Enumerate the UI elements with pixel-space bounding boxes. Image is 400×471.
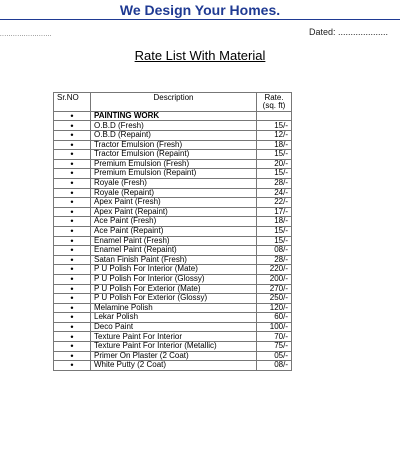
- row-rate: 20/-: [257, 159, 292, 169]
- table-row: [54, 121, 292, 131]
- row-description: P U Polish For Interior (Glossy): [91, 274, 257, 284]
- row-description: Premium Emulsion (Fresh): [91, 159, 257, 169]
- section-label: PAINTING WORK: [91, 111, 257, 121]
- header-rate: [257, 93, 292, 112]
- table-row: [54, 226, 292, 236]
- row-description: Melamine Polish: [91, 303, 257, 313]
- table-row: [54, 265, 292, 275]
- bullet: •: [54, 236, 91, 246]
- row-description: O.B.D (Fresh): [91, 121, 257, 131]
- bullet: •: [54, 265, 91, 275]
- table-row: [54, 342, 292, 352]
- table-row: [54, 313, 292, 323]
- row-description: P U Polish For Exterior (Glossy): [91, 294, 257, 304]
- document-title: Rate List With Material: [134, 48, 266, 63]
- bullet: •: [54, 131, 91, 141]
- row-description: Satan Finish Paint (Fresh): [91, 255, 257, 265]
- table-row: [54, 169, 292, 179]
- row-rate: 15/-: [257, 150, 292, 160]
- table-row: [54, 246, 292, 256]
- bullet: •: [54, 188, 91, 198]
- bullet: •: [54, 274, 91, 284]
- row-description: Texture Paint For Interior: [91, 332, 257, 342]
- table-row: [54, 322, 292, 332]
- table-row: [54, 236, 292, 246]
- table-row: [54, 159, 292, 169]
- row-rate: 22/-: [257, 198, 292, 208]
- bullet: •: [54, 332, 91, 342]
- row-description: O.B.D (Repaint): [91, 131, 257, 141]
- header-rate-line2: (sq. ft): [262, 101, 286, 111]
- row-rate: 18/-: [257, 140, 292, 150]
- table-row: [54, 188, 292, 198]
- row-rate: 28/-: [257, 255, 292, 265]
- table-row: [54, 332, 292, 342]
- table-row: [54, 351, 292, 361]
- bullet: •: [54, 150, 91, 160]
- row-description: Texture Paint For Interior (Metallic): [91, 342, 257, 352]
- section-row: [54, 111, 292, 121]
- row-description: Tractor Emulsion (Fresh): [91, 140, 257, 150]
- row-description: Lekar Polish: [91, 313, 257, 323]
- row-description: P U Polish For Exterior (Mate): [91, 284, 257, 294]
- row-rate: 08/-: [257, 246, 292, 256]
- bullet: •: [54, 342, 91, 352]
- bullet: •: [54, 322, 91, 332]
- bullet: •: [54, 246, 91, 256]
- row-rate: 24/-: [257, 188, 292, 198]
- row-description: Apex Paint (Repaint): [91, 207, 257, 217]
- empty-rate-cell: [257, 111, 292, 121]
- row-rate: 200/-: [257, 274, 292, 284]
- table-row: [54, 217, 292, 227]
- row-rate: 70/-: [257, 332, 292, 342]
- row-rate: 12/-: [257, 131, 292, 141]
- row-rate: 60/-: [257, 313, 292, 323]
- row-rate: 15/-: [257, 236, 292, 246]
- dotted-line-left: ........................: [0, 32, 53, 38]
- row-rate: 100/-: [257, 322, 292, 332]
- row-rate: 15/-: [257, 226, 292, 236]
- bullet: •: [54, 140, 91, 150]
- bullet: •: [54, 198, 91, 208]
- row-description: Enamel Paint (Repaint): [91, 246, 257, 256]
- row-rate: 120/-: [257, 303, 292, 313]
- table-row: [54, 178, 292, 188]
- row-rate: 75/-: [257, 342, 292, 352]
- row-description: Enamel Paint (Fresh): [91, 236, 257, 246]
- header-rate-line1: Rate.: [264, 93, 284, 102]
- row-description: Tractor Emulsion (Repaint): [91, 150, 257, 160]
- row-rate: 220/-: [257, 265, 292, 275]
- row-rate: 250/-: [257, 294, 292, 304]
- row-description: Royale (Repaint): [91, 188, 257, 198]
- table-row: [54, 284, 292, 294]
- row-rate: 15/-: [257, 121, 292, 131]
- header-description: Description: [91, 93, 257, 112]
- bullet: •: [54, 351, 91, 361]
- row-description: Royale (Fresh): [91, 178, 257, 188]
- rate-table: [53, 92, 292, 371]
- bullet: •: [54, 159, 91, 169]
- row-description: Primer On Plaster (2 Coat): [91, 351, 257, 361]
- bullet: •: [54, 294, 91, 304]
- table-row: [54, 140, 292, 150]
- row-rate: 15/-: [257, 169, 292, 179]
- bullet: •: [54, 169, 91, 179]
- row-description: P U Polish For Interior (Mate): [91, 265, 257, 275]
- bullet: •: [54, 284, 91, 294]
- header-srno: Sr.NO: [54, 93, 91, 112]
- row-description: Apex Paint (Fresh): [91, 198, 257, 208]
- bullet: •: [54, 226, 91, 236]
- bullet: •: [54, 255, 91, 265]
- bullet: •: [54, 313, 91, 323]
- row-rate: 05/-: [257, 351, 292, 361]
- bullet: •: [54, 361, 91, 371]
- bullet: •: [54, 207, 91, 217]
- table-row: [54, 294, 292, 304]
- bullet: •: [54, 178, 91, 188]
- row-rate: 28/-: [257, 178, 292, 188]
- bullet: •: [54, 303, 91, 313]
- row-rate: 18/-: [257, 217, 292, 227]
- table-row: [54, 274, 292, 284]
- bullet: •: [54, 111, 91, 121]
- row-description: Ace Paint (Repaint): [91, 226, 257, 236]
- row-description: Deco Paint: [91, 322, 257, 332]
- table-row: [54, 255, 292, 265]
- table-row: [54, 303, 292, 313]
- table-header-row: [54, 93, 292, 112]
- bullet: •: [54, 121, 91, 131]
- table-row: [54, 150, 292, 160]
- bullet: •: [54, 217, 91, 227]
- row-description: White Putty (2 Coat): [91, 361, 257, 371]
- row-rate: 08/-: [257, 361, 292, 371]
- header-divider: [0, 19, 400, 20]
- table-row: [54, 207, 292, 217]
- table-row: [54, 131, 292, 141]
- row-rate: 17/-: [257, 207, 292, 217]
- row-description: Premium Emulsion (Repaint): [91, 169, 257, 179]
- row-description: Ace Paint (Fresh): [91, 217, 257, 227]
- document-title-wrap: [0, 47, 400, 65]
- table-row: [54, 361, 292, 371]
- dated-field: Dated: ....................: [308, 27, 388, 37]
- table-row: [54, 198, 292, 208]
- company-name: We Design Your Homes.: [119, 2, 281, 18]
- row-rate: 270/-: [257, 284, 292, 294]
